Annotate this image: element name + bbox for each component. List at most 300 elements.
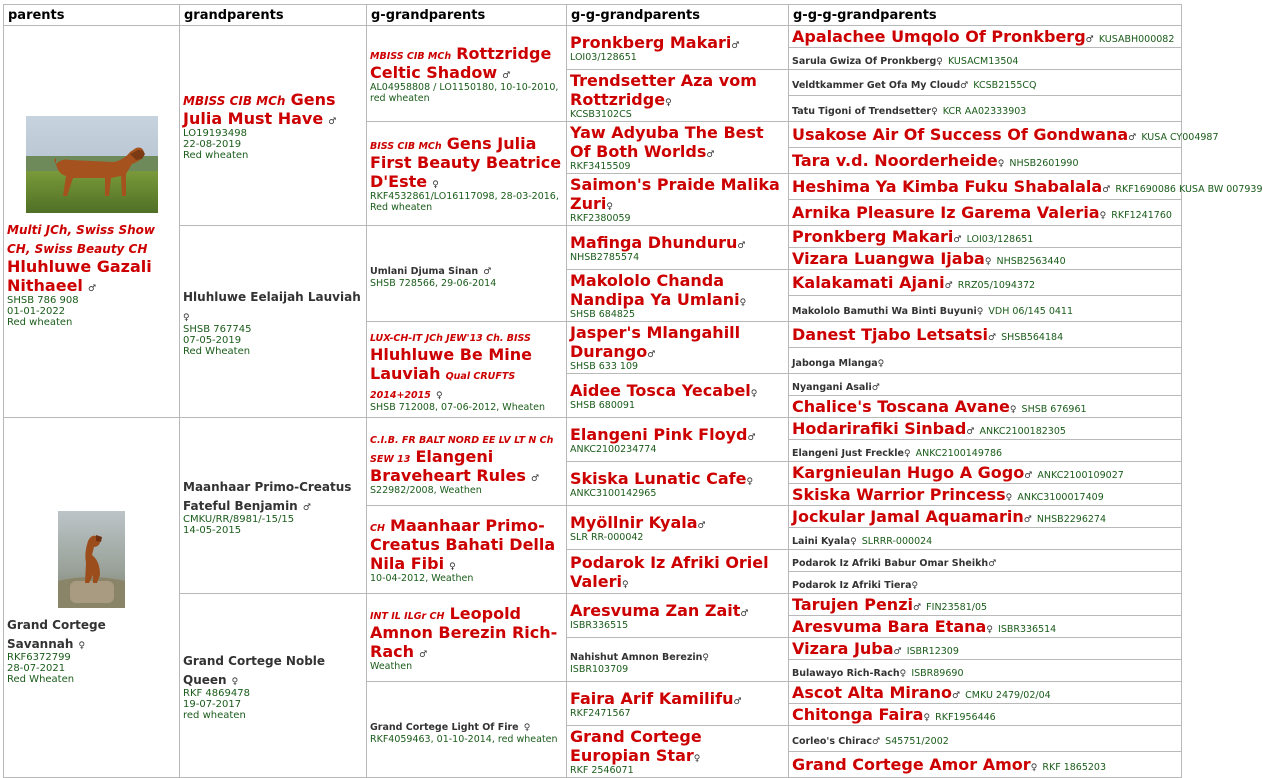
- g-grandparent-cell: [367, 26, 567, 122]
- name-link[interactable]: Grand Cortege Noble Queen: [183, 654, 326, 687]
- sex-symbol: ♂: [302, 502, 311, 513]
- dog-detail: ISBR336515: [570, 619, 629, 631]
- sex-symbol: ♀: [986, 625, 993, 635]
- name-link[interactable]: Sarula Gwiza Of Pronkberg: [792, 56, 937, 67]
- header-parents: parents: [4, 5, 180, 26]
- name-link[interactable]: Gens Julia Must Have: [183, 90, 336, 128]
- g-g-g-grandparent-cell: [789, 226, 1182, 248]
- g-g-g-grandparent-cell: [789, 348, 1182, 374]
- sex-symbol: ♀: [899, 669, 907, 679]
- name-link[interactable]: Kalakamati Ajani: [792, 273, 945, 292]
- name-link[interactable]: Elangeni Pink Floyd: [570, 424, 748, 444]
- dog-detail: SHSB 680091: [570, 399, 636, 411]
- name-link[interactable]: Usakose Air Of Success Of Gondwana: [792, 125, 1129, 144]
- name-link[interactable]: Arnika Pleasure Iz Garema Valeria: [792, 203, 1100, 222]
- dog-name[interactable]: [570, 381, 785, 400]
- sex-symbol: ♀: [432, 180, 439, 190]
- dog-name[interactable]: [183, 476, 363, 514]
- dog-detail: RKF4059463, 01-10-2014, red wheaten: [370, 733, 558, 745]
- dog-detail: 10-04-2012, Weathen: [370, 572, 474, 584]
- name-link[interactable]: Chalice's Toscana Avane: [792, 397, 1010, 416]
- name-link[interactable]: Skiska Warrior Princess: [792, 485, 1006, 504]
- g-g-grandparent-cell: [567, 174, 789, 226]
- titles: MBISS CIB MCh: [183, 94, 286, 108]
- sex-symbol: ♀: [183, 313, 190, 323]
- dog-detail: RKF4532861/LO16117098, 28-03-2016, Red wheaten: [370, 191, 559, 213]
- name-link[interactable]: Ascot Alta Mirano: [792, 683, 952, 702]
- name-link[interactable]: Maanhaar Primo-Creatus Bahati Della Nila Fibi: [370, 515, 556, 573]
- sex-symbol: ♀: [936, 57, 943, 67]
- dog-detail: SHSB 676961: [1021, 404, 1087, 415]
- name-link[interactable]: Pronkberg Makari: [792, 227, 954, 246]
- g-grandparent-cell: [367, 122, 567, 226]
- sex-symbol: ♀: [435, 391, 443, 401]
- dog-detail: NHSB2563440: [996, 256, 1066, 267]
- sex-symbol: ♀: [1005, 493, 1013, 503]
- name-link[interactable]: Faira Arif Kamilifu: [570, 688, 734, 708]
- g-g-g-grandparent-cell: [789, 616, 1182, 638]
- name-link[interactable]: Pronkberg Makari: [570, 32, 732, 52]
- name-link[interactable]: Elangeni Just Freckle: [792, 448, 904, 459]
- sex-symbol: ♂: [960, 81, 969, 91]
- dog-name[interactable]: [570, 601, 785, 620]
- sex-symbol: ♂: [1023, 515, 1032, 525]
- dog-detail: ISBR12309: [906, 646, 959, 657]
- pedigree-row: [4, 418, 1182, 440]
- sex-symbol: ♀: [606, 202, 613, 212]
- dog-name[interactable]: [370, 604, 563, 661]
- dog-detail: LOI03/128651: [570, 51, 637, 63]
- sex-symbol: ♀: [750, 388, 758, 399]
- dog-name[interactable]: [570, 645, 785, 664]
- g-g-g-grandparent-cell: [789, 704, 1182, 726]
- header-g-g-g-grandparents: g-g-g-grandparents: [789, 5, 1182, 26]
- pedigree-row: [4, 226, 1182, 248]
- name-link[interactable]: Veldtkammer Get Ofa My Cloud: [792, 80, 961, 91]
- sex-symbol: ♀: [1030, 763, 1038, 773]
- header-grandparents: grandparents: [180, 5, 367, 26]
- name-link[interactable]: Tarujen Penzi: [792, 595, 913, 614]
- sex-symbol: ♀: [923, 713, 931, 723]
- sex-symbol: ♀: [231, 677, 239, 687]
- g-g-g-grandparent-cell: [789, 96, 1182, 122]
- sex-symbol: ♀: [78, 640, 86, 651]
- dog-detail: ANKC3100142965: [570, 487, 657, 499]
- g-g-grandparent-cell: [567, 550, 789, 594]
- name-link[interactable]: Rottzridge Celtic Shadow: [370, 43, 552, 82]
- g-grandparent-cell: [367, 418, 567, 506]
- sex-symbol: ♂: [872, 737, 881, 747]
- sex-symbol: ♀: [622, 579, 629, 590]
- g-g-g-grandparent-cell: [789, 418, 1182, 440]
- g-g-g-grandparent-cell: [789, 48, 1182, 70]
- g-g-grandparent-cell: [567, 26, 789, 70]
- sex-symbol: ♂: [1128, 133, 1137, 143]
- dog-detail: KUSA CY004987: [1141, 132, 1219, 143]
- dog-detail: ANKC3100017409: [1017, 492, 1104, 503]
- sex-symbol: ♀: [903, 449, 911, 459]
- name-link[interactable]: Mafinga Dhunduru: [570, 232, 738, 252]
- sex-symbol: ♂: [737, 240, 746, 251]
- dog-name[interactable]: [570, 175, 785, 213]
- dog-detail: ANKC2100234774: [570, 443, 657, 455]
- grandparent-cell: [180, 594, 367, 778]
- g-g-g-grandparent-cell: [789, 200, 1182, 226]
- g-g-g-grandparent-cell: [789, 726, 1182, 752]
- name-link[interactable]: Saimon's Praide Malika Zuri: [570, 175, 780, 213]
- name-link[interactable]: Grand Cortege Savannah: [7, 617, 106, 651]
- parent-cell: [4, 418, 180, 778]
- g-g-g-grandparent-cell: [789, 572, 1182, 594]
- sex-symbol: ♂: [871, 383, 880, 393]
- g-g-grandparent-cell: [567, 122, 789, 174]
- dog-detail: ISBR336514: [998, 624, 1057, 635]
- dog-detail: RRZ05/1094372: [957, 280, 1036, 291]
- dog-detail: 19-07-2017: [183, 699, 242, 710]
- sex-symbol: ♂: [740, 608, 749, 619]
- dog-detail: ANKC2100182305: [979, 426, 1066, 437]
- dog-name[interactable]: [570, 123, 785, 161]
- dog-detail: SHSB 767745: [183, 324, 252, 335]
- name-link[interactable]: Heshima Ya Kimba Fuku Shabalala: [792, 177, 1103, 196]
- name-link[interactable]: Makololo Chanda Nandipa Ya Umlani: [570, 271, 740, 309]
- dog-name[interactable]: [570, 689, 785, 708]
- name-link[interactable]: Gens Julia First Beauty Beatrice D'Este: [370, 134, 562, 191]
- dog-detail: KUSABH000082: [1098, 34, 1175, 45]
- sex-symbol: ♂: [733, 696, 742, 707]
- g-g-g-grandparent-cell: [789, 322, 1182, 348]
- sex-symbol: ♀: [1099, 211, 1107, 221]
- grandparent-cell: [180, 418, 367, 594]
- dog-detail: RKF6372799: [7, 651, 71, 663]
- name-link[interactable]: Chitonga Faira: [792, 705, 924, 724]
- dog-detail: FIN23581/05: [926, 602, 988, 613]
- dog-detail: RKF1241760: [1111, 210, 1172, 221]
- header-g-g-grandparents: g-g-grandparents: [567, 5, 789, 26]
- g-g-g-grandparent-cell: [789, 528, 1182, 550]
- dog-name[interactable]: [7, 219, 176, 295]
- dog-name[interactable]: [570, 271, 785, 309]
- header-g-grandparents: g-grandparents: [367, 5, 567, 26]
- sex-symbol: ♀: [984, 257, 992, 267]
- titles: C.I.B. FR BALT NORD EE LV LT N Ch SEW 13: [370, 434, 554, 465]
- g-g-g-grandparent-cell: [789, 296, 1182, 322]
- dog-detail: SLR RR-000042: [570, 531, 644, 543]
- g-g-grandparent-cell: [567, 506, 789, 550]
- grandparent-cell: [180, 26, 367, 226]
- sex-symbol: ♀: [911, 581, 919, 591]
- name-link[interactable]: Kargnieulan Hugo A Gogo: [792, 463, 1025, 482]
- g-g-grandparent-cell: [567, 374, 789, 418]
- g-g-grandparent-cell: [567, 322, 789, 374]
- g-g-grandparent-cell: [567, 226, 789, 270]
- name-link[interactable]: Laini Kyala: [792, 536, 851, 547]
- dog-name[interactable]: [370, 326, 563, 402]
- name-link[interactable]: Aresvuma Zan Zait: [570, 600, 741, 620]
- name-link[interactable]: Umlani Djuma Sinan: [370, 265, 479, 277]
- name-link[interactable]: Skiska Lunatic Cafe: [570, 468, 747, 488]
- parent-cell: [4, 26, 180, 418]
- name-link[interactable]: Grand Cortege Light Of Fire: [370, 721, 519, 733]
- sex-symbol: ♂: [966, 427, 975, 437]
- dog-name[interactable]: [183, 90, 363, 128]
- name-link[interactable]: Hluhluwe Be Mine Lauviah: [370, 345, 532, 383]
- sex-symbol: ♀: [976, 307, 984, 317]
- pedigree-table: [3, 4, 1263, 778]
- sex-symbol: ♀: [702, 652, 709, 663]
- g-g-g-grandparent-cell: [789, 396, 1182, 418]
- sex-symbol: ♂: [483, 266, 492, 277]
- dog-detail: RKF2380059: [570, 213, 631, 224]
- dog-detail: RKF 2546071: [570, 765, 634, 776]
- dog-name[interactable]: [570, 469, 785, 488]
- dog-detail: LO19193498: [183, 128, 247, 139]
- dog-detail: S22982/2008, Weathen: [370, 484, 482, 496]
- sex-symbol: ♂: [893, 647, 902, 657]
- pedigree-row: [4, 594, 1182, 616]
- dog-detail: RKF1690086 KUSA BW 007939: [1115, 184, 1263, 195]
- name-link[interactable]: Bulawayo Rich-Rach: [792, 668, 900, 679]
- dog-detail: Red Wheaten: [183, 346, 251, 357]
- dog-detail: SHSB564184: [1001, 332, 1064, 343]
- dog-detail: RKF1956446: [935, 712, 996, 723]
- sex-symbol: ♂: [647, 350, 656, 360]
- g-g-grandparent-cell: [567, 418, 789, 462]
- g-g-g-grandparent-cell: [789, 148, 1182, 174]
- g-grandparent-cell: [367, 322, 567, 418]
- sex-symbol: ♂: [419, 649, 428, 660]
- dog-detail: CMKU/RR/8981/-15/15: [183, 513, 295, 525]
- g-g-g-grandparent-cell: [789, 752, 1182, 778]
- name-link[interactable]: Aidee Tosca Yecabel: [570, 380, 751, 400]
- dog-detail: ANKC2100149786: [915, 448, 1003, 459]
- dog-name[interactable]: [183, 650, 363, 688]
- name-link[interactable]: Jockular Jamal Aquamarin: [792, 507, 1024, 526]
- dog-detail: 01-01-2022: [7, 305, 66, 317]
- g-g-g-grandparent-cell: [789, 270, 1182, 296]
- name-link[interactable]: Elangeni Braveheart Rules: [370, 446, 526, 485]
- name-link[interactable]: Corleo's Chirac: [792, 736, 872, 747]
- g-g-grandparent-cell: [567, 70, 789, 122]
- sex-symbol: ♂: [951, 691, 961, 701]
- dog-detail: SHSB 684825: [570, 309, 636, 320]
- name-link[interactable]: Myöllnir Kyala: [570, 512, 698, 532]
- g-g-g-grandparent-cell: [789, 484, 1182, 506]
- dog-detail: red wheaten: [183, 710, 246, 721]
- dog-detail: SHSB 712008, 07-06-2012, Wheaten: [370, 402, 545, 413]
- g-g-g-grandparent-cell: [789, 440, 1182, 462]
- g-grandparent-cell: [367, 594, 567, 682]
- dog-name[interactable]: [570, 553, 785, 591]
- name-link[interactable]: Grand Cortege Europian Star: [570, 727, 702, 765]
- g-g-grandparent-cell: [567, 462, 789, 506]
- name-link[interactable]: Vizara Juba: [792, 639, 894, 658]
- dog-detail: VDH 06/145 0411: [988, 306, 1074, 317]
- dog-detail: NHSB2296274: [1036, 514, 1107, 525]
- sex-symbol: ♂: [987, 333, 997, 343]
- g-grandparent-cell: [367, 506, 567, 594]
- g-g-g-grandparent-cell: [789, 594, 1182, 616]
- name-link[interactable]: Hluhluwe Gazali Nithaeel: [7, 256, 152, 295]
- name-link[interactable]: Trendsetter Aza vom Rottzridge: [570, 71, 757, 109]
- dog-detail: NHSB2601990: [1009, 158, 1079, 169]
- name-link[interactable]: Podarok Iz Afriki Babur Omar Sheikh: [792, 558, 989, 569]
- dog-detail: RKF 1865203: [1042, 762, 1106, 773]
- g-grandparent-cell: [367, 226, 567, 322]
- name-link[interactable]: Vizara Luangwa Ijaba: [792, 249, 985, 268]
- sex-symbol: ♂: [502, 70, 511, 81]
- dog-detail: ISBR103709: [570, 663, 629, 675]
- dog-detail: ANKC2100109027: [1037, 470, 1124, 481]
- sex-symbol: ♂: [697, 520, 706, 531]
- sex-symbol: ♂: [913, 603, 922, 613]
- sex-symbol: ♀: [523, 722, 531, 733]
- dog-detail: RKF2471567: [570, 707, 631, 719]
- name-link[interactable]: Hodarirafiki Sinbad: [792, 419, 967, 438]
- sex-symbol: ♀: [931, 107, 938, 117]
- sex-symbol: ♂: [88, 283, 97, 294]
- dog-name[interactable]: [370, 715, 563, 734]
- sex-symbol: ♀: [449, 561, 456, 572]
- dog-photo-dam: [58, 511, 125, 608]
- g-g-grandparent-cell: [567, 594, 789, 638]
- g-g-g-grandparent-cell: [789, 374, 1182, 396]
- dog-name[interactable]: [570, 71, 785, 109]
- dog-name[interactable]: [370, 259, 563, 278]
- dog-name[interactable]: [370, 44, 563, 82]
- header-row: [4, 5, 1182, 26]
- pedigree-row: [4, 26, 1182, 48]
- dog-name[interactable]: [570, 425, 785, 444]
- dog-name[interactable]: [570, 33, 785, 52]
- dog-detail: Red wheaten: [183, 150, 249, 161]
- g-g-grandparent-cell: [567, 682, 789, 726]
- dog-name[interactable]: [570, 727, 785, 765]
- dog-photo-sire: [26, 116, 158, 213]
- titles: BISS CIB MCh: [370, 141, 442, 152]
- titles: MBISS CIB MCh: [370, 50, 452, 62]
- g-g-g-grandparent-cell: [789, 462, 1182, 484]
- dog-detail: SHSB 633 109: [570, 361, 639, 372]
- titles: INT IL ILGr CH: [370, 610, 445, 622]
- sex-symbol: ♀: [1009, 405, 1017, 415]
- name-link[interactable]: Jabonga Mlanga: [792, 358, 878, 369]
- grandparent-cell: [180, 226, 367, 418]
- name-link[interactable]: Danest Tjabo Letsatsi: [792, 325, 988, 344]
- g-g-grandparent-cell: [567, 270, 789, 322]
- sex-symbol: ♀: [997, 159, 1005, 169]
- dog-detail: Red Wheaten: [7, 673, 75, 685]
- sex-symbol: ♂: [988, 559, 997, 569]
- dog-name[interactable]: [183, 286, 363, 324]
- name-link[interactable]: Tara v.d. Noorderheide: [792, 151, 998, 170]
- name-link[interactable]: Aresvuma Bara Etana: [792, 617, 987, 636]
- g-g-g-grandparent-cell: [789, 248, 1182, 270]
- sex-symbol: ♂: [953, 235, 962, 245]
- dog-detail: NHSB2785574: [570, 251, 640, 263]
- dog-detail: 14-05-2015: [183, 524, 242, 536]
- dog-detail: S45751/2002: [885, 736, 949, 747]
- sex-symbol: ♀: [739, 298, 747, 308]
- titles-extra: Qual CRUFTS 2014+2015: [370, 371, 516, 401]
- dog-detail: KCSB2155CQ: [973, 80, 1037, 91]
- dog-name[interactable]: [570, 233, 785, 252]
- dog-detail: RKF3415509: [570, 161, 631, 172]
- g-g-g-grandparent-cell: [789, 26, 1182, 48]
- g-g-g-grandparent-cell: [789, 122, 1219, 148]
- g-g-grandparent-cell: [567, 638, 789, 682]
- sex-symbol: ♀: [746, 476, 754, 487]
- dog-name[interactable]: [370, 516, 563, 573]
- g-g-g-grandparent-cell: [789, 174, 1263, 200]
- sex-symbol: ♂: [706, 150, 715, 160]
- name-link[interactable]: Yaw Adyuba The Best Of Both Worlds: [570, 123, 764, 161]
- name-link[interactable]: Maanhaar Primo-Creatus Fateful Benjamin: [183, 479, 352, 513]
- sex-symbol: ♀: [665, 98, 672, 108]
- dog-detail: ISBR89690: [911, 668, 964, 679]
- dog-detail: KCR AA02333903: [942, 106, 1027, 117]
- name-link[interactable]: Leopold Amnon Berezin Rich-Rach: [370, 603, 558, 661]
- dog-detail: LOI03/128651: [966, 234, 1034, 245]
- titles: LUX-CH-IT JCh JEW'13 Ch. BISS: [370, 333, 531, 344]
- dog-detail: 07-05-2019: [183, 335, 242, 346]
- g-g-g-grandparent-cell: [789, 682, 1182, 704]
- sex-symbol: ♂: [328, 117, 337, 127]
- sex-symbol: ♀: [850, 537, 857, 547]
- sex-symbol: ♀: [693, 754, 701, 764]
- dog-name[interactable]: [7, 614, 176, 652]
- g-grandparent-cell: [367, 682, 567, 778]
- g-g-g-grandparent-cell: [789, 660, 1182, 682]
- dog-name[interactable]: [370, 428, 563, 485]
- dog-detail: 22-08-2019: [183, 139, 242, 150]
- name-link[interactable]: Grand Cortege Amor Amor: [792, 755, 1031, 774]
- titles: CH: [370, 522, 385, 534]
- g-g-g-grandparent-cell: [789, 70, 1182, 96]
- name-link[interactable]: Nahishut Amnon Berezin: [570, 651, 703, 663]
- name-link[interactable]: Hluhluwe Eelaijah Lauviah: [183, 290, 361, 304]
- dog-detail: CMKU 2479/02/04: [965, 690, 1051, 701]
- name-link[interactable]: Tatu Tigoni of Trendsetter: [792, 106, 932, 117]
- name-link[interactable]: Apalachee Umqolo Of Pronkberg: [792, 27, 1086, 46]
- g-g-g-grandparent-cell: [789, 550, 1182, 572]
- name-link[interactable]: Podarok Iz Afriki Tiera: [792, 580, 912, 591]
- dog-detail: Red wheaten: [7, 316, 73, 328]
- dog-name[interactable]: [570, 513, 785, 532]
- sex-symbol: ♂: [1024, 471, 1033, 481]
- sex-symbol: ♂: [1102, 185, 1111, 195]
- sex-symbol: ♂: [1085, 35, 1094, 45]
- dog-detail: 28-07-2021: [7, 662, 66, 674]
- name-link[interactable]: Makololo Bamuthi Wa Binti Buyuni: [792, 306, 977, 317]
- dog-detail: KUSACM13504: [947, 56, 1019, 67]
- name-link[interactable]: Podarok Iz Afriki Oriel Valeri: [570, 552, 769, 591]
- sex-symbol: ♂: [530, 473, 540, 484]
- sex-symbol: ♂: [731, 40, 740, 51]
- g-g-grandparent-cell: [567, 726, 789, 778]
- dog-detail: AL04958808 / LO1150180, 10-10-2010, red wheaten: [370, 81, 559, 104]
- dog-name[interactable]: [370, 134, 563, 191]
- dog-detail: KCSB3102CS: [570, 109, 632, 120]
- dog-detail: RKF 4869478: [183, 688, 250, 699]
- sex-symbol: ♂: [944, 281, 953, 291]
- dog-detail: Weathen: [370, 660, 413, 672]
- name-link[interactable]: Nyangani Asali: [792, 382, 872, 393]
- sex-symbol: ♂: [747, 432, 756, 443]
- dog-name[interactable]: [570, 323, 785, 361]
- name-link[interactable]: Jasper's Mlangahill Durango: [570, 323, 741, 361]
- g-g-g-grandparent-cell: [789, 506, 1182, 528]
